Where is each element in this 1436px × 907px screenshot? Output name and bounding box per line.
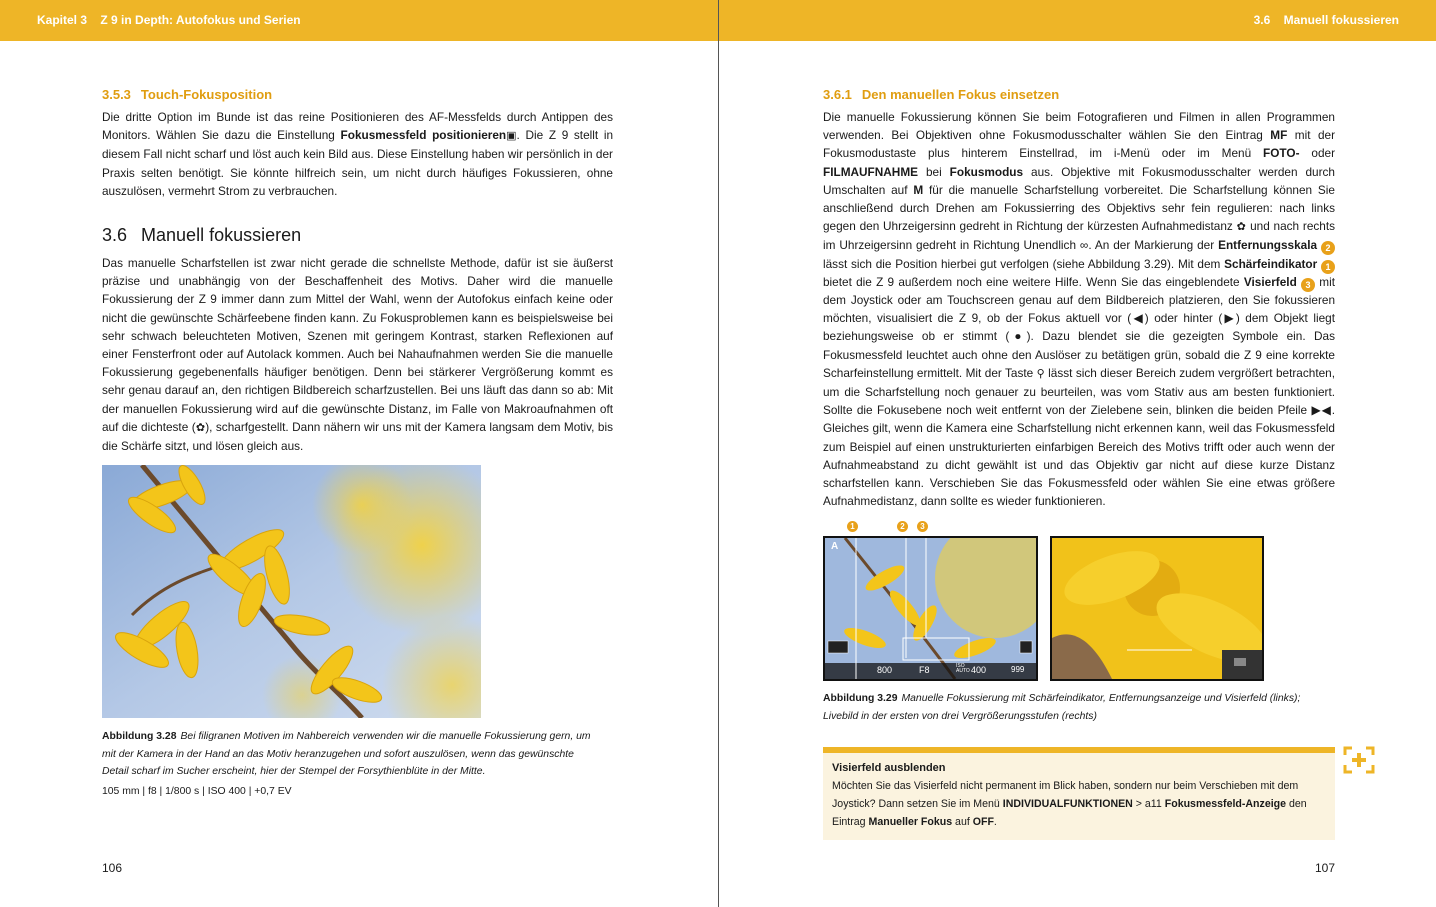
chapter-label: Kapitel 3 (37, 13, 88, 27)
lcd-shutter: 800 (877, 665, 893, 675)
flower-macro-icon: ✿ (1236, 221, 1247, 234)
figure-label: Abbildung 3.29 (823, 693, 898, 704)
figure-caption-329: Abbildung 3.29 Manuelle Fokussierung mit Schärfeindikator, Entfernungsanzeige und Visierfeld (links); Livebild in der ersten von drei Vergrößerungsstufen (rechts) (823, 693, 1301, 722)
figure-label: Abbildung 3.28 (102, 731, 177, 742)
section-heading-36 (102, 225, 301, 246)
page-number-right: 107 (1315, 861, 1336, 875)
marker-2: 2 (1321, 241, 1335, 255)
section-title: Manuell fokussieren (141, 225, 302, 245)
tip-title: Visierfeld ausblenden (832, 762, 946, 774)
tip-body: Möchten Sie das Visierfeld nicht permanent im Blick haben, sondern nur beim Verschieben mit dem Joystick? Dann setzen Sie im Menü INDIVIDUALFUNKTIONEN > a11 Fokusmessfeld-Anzeige den Eintrag Manueller Fokus auf OFF. (832, 780, 1307, 829)
page-number-left: 106 (102, 861, 123, 875)
touch-focus-icon: ▣ (506, 130, 517, 143)
lcd-iso: 400 (971, 665, 987, 675)
lcd-shot-count: 999 (1011, 665, 1025, 674)
viewfinder-illustration (825, 538, 1036, 679)
chapter-title: Z 9 in Depth: Autofokus und Serien (100, 13, 301, 27)
flower-macro-icon: ✿ (195, 421, 206, 434)
section-number: 3.5.3 (102, 87, 131, 102)
forsythia-illustration (102, 465, 481, 718)
figure-caption-328: Abbildung 3.28 Bei filigranen Motiven im Nahbereich verwenden wir die manuelle Fokussierung gern, um mit der Kamera in der Hand an das Motiv heranzugehen und sofort auszulösen, wenn das gewünschte Detail scharf im Sucher erscheint, hier der Stempel der Forsythienblüte in der Mitte. (102, 731, 591, 778)
running-header-right (719, 0, 1436, 41)
lcd-iso-label: ISO AUTO (956, 663, 970, 674)
lcd-aperture: F8 (919, 665, 930, 675)
liveview-illustration (1052, 538, 1262, 679)
tip-box (823, 747, 1335, 840)
setting-name: Fokusmessfeld positionieren (340, 128, 507, 143)
section-heading-353 (102, 87, 272, 102)
running-header-left (0, 0, 718, 41)
figure-329 (823, 521, 1263, 683)
section-title: Den manuellen Fokus einsetzen (861, 87, 1060, 102)
liveview-zoom-screen (1050, 536, 1264, 681)
paragraph-touch-focus: Die dritte Option im Bunde ist das reine Positionieren des AF-Messfelds durch Antippen des Monitors. Wählen Sie dazu die Einstellung Fokusmessfeld positionieren▣. Die Z 9 stellt in diesem Fall nicht scharf und löst auch kein Bild aus. Diese Einstellung haben wir persönlich in der Praxis selten benötigt. Sie könnte hilfreich sein, um nicht durch häufiges Fokussieren, ohne auszulösen, vermehrt Strom zu verbrauchen. (102, 110, 613, 198)
section-heading-361 (823, 87, 1059, 102)
magnify-zoom-icon: ⚲ (1036, 367, 1045, 380)
section-number: 3.6 (102, 225, 128, 245)
forsythia-photo (102, 465, 481, 718)
exif-data: 105 mm | f8 | 1/800 s | ISO 400 | +0,7 EV (102, 786, 292, 797)
section-header-title: Manuell fokussieren (1283, 13, 1399, 27)
section-label: 3.6 (1253, 13, 1271, 27)
viewfinder-screen (823, 536, 1038, 681)
callout-3: 3 (917, 521, 928, 532)
paragraph-manual-focus-use: Die manuelle Fokussierung können Sie beim Fotografieren und Filmen in allen Programmen verwenden. Bei Objektiven ohne Fokusmodusschalter wählen Sie den Eintrag MF mit der Fokusmodustaste plus hinterem Einstellrad, im i-Menü oder im Menü FOTO- oder FILMAUFNAHME bei Fokusmodus aus. Objektive mit Fokusmodusschalter werden durch Umschalten auf M für die manuelle Scharfstellung vorbereitet. Die Scharfstellung können Sie anschließend durch Drehen am Fokussierring des Objektivs sehr fein regulieren: nach links gegen den Uhrzeigersinn gedreht in Richtung der kürzesten Aufnahmedistanz ✿ und nach rechts im Uhrzeigersinn gedreht in Richtung Unendlich ∞. An der Markierung der Entfernungsskala 2 lässt sich die Position hierbei gut verfolgen (siehe Abbildung 3.29). Mit dem Schärfeindikator 1 bietet die Z 9 außerdem noch eine weitere Hilfe. Wenn Sie das eingeblendete Visierfeld 3 mit dem Joystick oder am Touchscreen genau auf dem Bildbereich platzieren, den Sie fokussieren möchten, visualisiert die Z 9, ob der Fokus aktuell vor (◀) oder hinter (▶) dem Objekt liegt beziehungsweise ob er stimmt (●). Dazu blendet sie die gezeigten Symbole ein. Das Fokusmessfeld leuchtet auch ohne den Auslöser zu betätigen grün, sobald die Z 9 eine korrekte Scharfeinstellung ermittelt. Mit der Taste ⚲ lässt sich dieser Bereich zudem vergrößert betrachten, um die Scharfstellung noch genauer zu beurteilen, was vom Stativ aus am besten funktioniert. Sollte die Fokusebene noch weit entfernt von der Zielebene sein, blinken die beiden Pfeile ▶◀. Gleiches gilt, wenn die Kamera eine Scharfstellung nicht erkennen kann, weil das Fokusmessfeld zum Beispiel auf einen unstrukturierten einfarbigen Bereich des Motivs trifft oder auch wenn der Aufnahmeabstand zu dicht gewählt ist und das Objektiv gar nicht auf diese kurze Distanz scharfstellen kann. Verschieben Sie das Fokusmessfeld oder wählen Sie eine etwas größere Aufnahmedistanz, dann sollte es wieder funktionieren. (823, 110, 1336, 509)
section-number: 3.6.1 (823, 87, 852, 102)
paragraph-manual-focus: Das manuelle Scharfstellen ist zwar nicht gerade die schnellste Methode, dafür ist sie äußerst präzise und unabhängig von der Beschaffenheit des Motivs. Daher wird die manuelle Fokussierung der Z 9 immer dann zum Mittel der Wahl, wenn der Autofokus einfach keine oder nicht die gewünschte Schärfeebene finden kann. Zu Fokusproblemen kann es beispielsweise bei sehr schwach beleuchteten Motiven, Szenen mit geringem Kontrast, starken Reflexionen auf einer Fensterfront oder auf Autolack kommen. Auch bei Nahaufnahmen werden Sie die manuelle Fokussierung gegebenenfalls häufiger benötigen. Denn bei stärkerer Vergrößerung kommt es sehr genau darauf an, den richtigen Bildbereich scharfzustellen. Bei uns läuft das dann so ab: Mit der manuellen Fokussierung wird auf die gewünschte Distanz, im Falle von Makroaufnahmen oft auf die dichteste (✿), scharfgestellt. Dann nähern wir uns mit der Kamera langsam dem Motiv, bis die Schärfe sitzt, und lösen gleich aus. (102, 256, 613, 454)
marker-3: 3 (1301, 278, 1315, 292)
tip-plus-icon (1343, 746, 1375, 774)
marker-1: 1 (1321, 260, 1335, 274)
right-page (719, 0, 1436, 907)
lcd-mode: A (831, 541, 839, 552)
callout-1: 1 (847, 521, 858, 532)
section-title: Touch-Fokusposition (140, 87, 273, 102)
callout-2: 2 (897, 521, 908, 532)
